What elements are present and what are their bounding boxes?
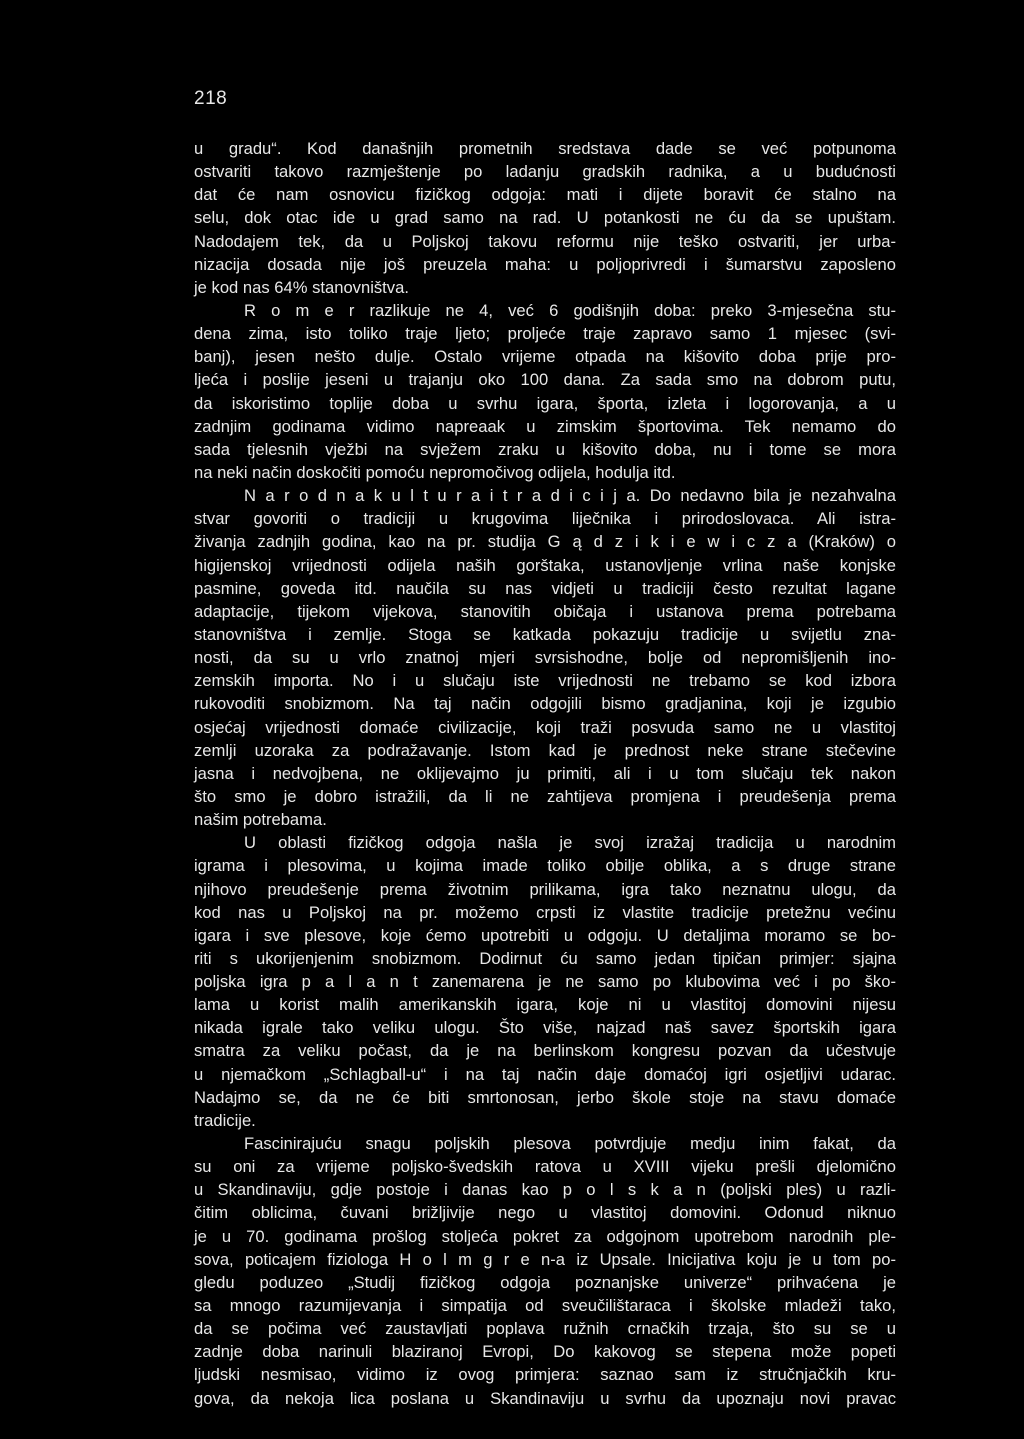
- text-line: što smo je dobro istražili, da li ne zahtijeva promjena i preudešenja prema: [194, 786, 896, 806]
- text-line: igara i sve plesove, koje ćemo upotrebiti u odgoju. U detaljima moramo se bo-: [194, 925, 896, 945]
- text-line: gova, da nekoja lica poslana u Skandinaviju u svrhu da upoznaju novi pravac: [194, 1388, 896, 1408]
- text-line: sa mnogo razumijevanja i simpatija od sveučilištaraca i školske mladeži tako,: [194, 1296, 896, 1316]
- text-line: jasna i nedvojbena, ne oklijevajmo ju primiti, ali i u tom slučaju tek nakon: [194, 763, 896, 783]
- text-line: gledu poduzeo „Studij fizičkog odgoja poznanjske univerze“ prihvaćena je: [194, 1272, 896, 1292]
- text-line: riti s ukorijenjenim snobizmom. Dodirnut ću samo jedan tipičan primjer: sjajna: [194, 948, 896, 968]
- text-line: zemskih importa. No i u slučaju iste vrijednosti ne trebamo se kod izbora: [194, 671, 896, 691]
- text-line: N a r o d n a k u l t u r a i t r a d i c i j a. Do nedavno bila je nezahvalna: [244, 486, 896, 506]
- text-line: sova, poticajem fiziologa H o l m g r e n-a iz Upsale. Inicijativa koju je u tom po-: [194, 1249, 896, 1269]
- text-line: tradicije.: [194, 1110, 256, 1130]
- text-line: banj), jesen nešto dulje. Ostalo vrijeme otpada na kišovito doba prije pro-: [194, 347, 896, 367]
- text-line: na neki način doskočiti pomoću nepromočivog odijela, hodulja itd.: [194, 462, 676, 482]
- text-line: nikada igrale tako veliku ulogu. Što više, najzad naš savez športskih igara: [194, 1018, 896, 1038]
- text-line: nizacija dosada nije još preuzela maha: u poljoprivredi i šumarstvu zaposleno: [194, 254, 896, 274]
- text-line: su oni za vrijeme poljsko-švedskih ratova u XVIII vijeku prešli djelomično: [194, 1157, 896, 1177]
- text-line: nosti, da su u vrlo znatnoj mjeri svrsishodne, bolje od nepromišljenih ino-: [194, 648, 896, 668]
- text-line: R o m e r razlikuje ne 4, već 6 godišnjih doba: preko 3-mjesečna stu-: [244, 300, 896, 320]
- text-line: smatra za veliku počast, da je na berlinskom kongresu pozvan da učestvuje: [194, 1041, 896, 1061]
- text-line: ljeća i poslije jeseni u trajanju oko 100 dana. Za sada smo na dobrom putu,: [194, 370, 896, 390]
- text-line: Nadajmo se, da ne će biti smrtonosan, jerbo škole stoje na stavu domaće: [194, 1087, 896, 1107]
- text-line: da se počima već zaustavljati poplava ružnih crnačkih trzaja, što su se u: [194, 1319, 896, 1339]
- text-line: u njemačkom „Schlagball-u“ i na taj način daje domaćoj igri osjetljivi udarac.: [194, 1064, 896, 1084]
- text-line: higijenskoj vrijednosti odijela naših gorštaka, ustanovljenje vrlina naše konjske: [194, 555, 896, 575]
- text-line: ostvariti takovo razmještenje po ladanju gradskih radnika, a u budućnosti: [194, 162, 896, 182]
- text-line: dena zima, isto toliko traje ljeto; proljeće traje zapravo samo 1 mjesec (svi-: [194, 324, 896, 344]
- body-text: [194, 137, 896, 1410]
- text-line: dat će nam osnovicu fizičkog odgoja: mati i dijete boravit će stalno na: [194, 185, 896, 205]
- text-line: zemlji uzoraka za podražavanje. Istom kad je prednost neke strane stečevine: [194, 740, 896, 760]
- text-line: da iskoristimo toplije doba u svrhu igara, športa, izleta i logorovanja, a u: [194, 393, 896, 413]
- text-line: stvar govoriti o tradiciji u krugovima liječnika i prirodoslovaca. Ali istra-: [194, 509, 896, 529]
- text-line: lama u korist malih amerikanskih igara, koje ni u vlastitoj domovini nijesu: [194, 995, 896, 1015]
- text-line: je u 70. godinama prošlog stoljeća pokret za odgojnom upotrebom narodnih ple-: [194, 1226, 896, 1246]
- text-line: stanovništva i zemlje. Stoga se katkada pokazuju tradicije u svijetlu zna-: [194, 624, 896, 644]
- text-line: zadnje doba narinuli blaziranoj Evropi, Do kakovog se stepena može popeti: [194, 1342, 896, 1362]
- text-line: poljska igra p a l a n t zanemarena je ne samo po klubovima već i po ško-: [194, 972, 896, 992]
- text-line: u gradu“. Kod današnjih prometnih sredstava dade se već potpunoma: [194, 139, 896, 158]
- text-line: rukovoditi snobizmom. Na taj način odgojili bismo gradjanina, koji je izgubio: [194, 694, 896, 714]
- text-line: selu, dok otac ide u grad samo na rad. U potankosti ne ću da se upuštam.: [194, 208, 896, 228]
- text-line: čitim oblicima, čuvani brižljivije nego u vlastitoj domovini. Odonud niknuo: [194, 1203, 896, 1223]
- text-line: ljudski nesmisao, vidimo iz ovog primjera: saznao sam iz stručnjačkih kru-: [194, 1365, 896, 1385]
- text-line: U oblasti fizičkog odgoja našla je svoj izražaj tradicija u narodnim: [244, 833, 896, 853]
- text-line: u Skandinaviju, gdje postoje i danas kao p o l s k a n (poljski ples) u razli-: [194, 1180, 896, 1200]
- text-line: pasmine, goveda itd. naučila su nas vidjeti u tradiciji često rezultat lagane: [194, 578, 896, 598]
- text-line: našim potrebama.: [194, 810, 327, 830]
- text-line: njihovo preudešenje prema životnim prilikama, igra tako neznatnu ulogu, da: [194, 879, 896, 899]
- text-line: Nadodajem tek, da u Poljskoj takovu reformu nije teško ostvariti, jer urba-: [194, 231, 896, 251]
- page-number: 218: [194, 88, 228, 109]
- text-line: je kod nas 64% stanovništva.: [194, 277, 409, 297]
- text-line: Fascinirajuću snagu poljskih plesova potvrdjuje medju inim fakat, da: [244, 1134, 896, 1154]
- text-line: kod nas u Poljskoj na pr. možemo crpsti iz vlastite tradicije pretežnu većinu: [194, 902, 896, 922]
- text-line: osjećaj vrijednosti domaće civilizacije, koji traži posvuda samo ne u vlastitoj: [194, 717, 896, 737]
- text-line: adaptacije, tijekom vijekova, stanovitih običaja i ustanova prema potrebama: [194, 601, 896, 621]
- text-line: zadnjim godinama vidimo napreaak u zimskim športovima. Tek nemamo do: [194, 416, 896, 436]
- text-line: igrama i plesovima, u kojima imade toliko obilje oblika, a s druge strane: [194, 856, 896, 876]
- text-line: živanja zadnjih godina, kao na pr. studija G ą d z i k i e w i c z a (Kraków) o: [194, 532, 896, 552]
- text-line: sada tjelesnih vježbi na svježem zraku u kišovito doba, nu i tome se mora: [194, 439, 896, 459]
